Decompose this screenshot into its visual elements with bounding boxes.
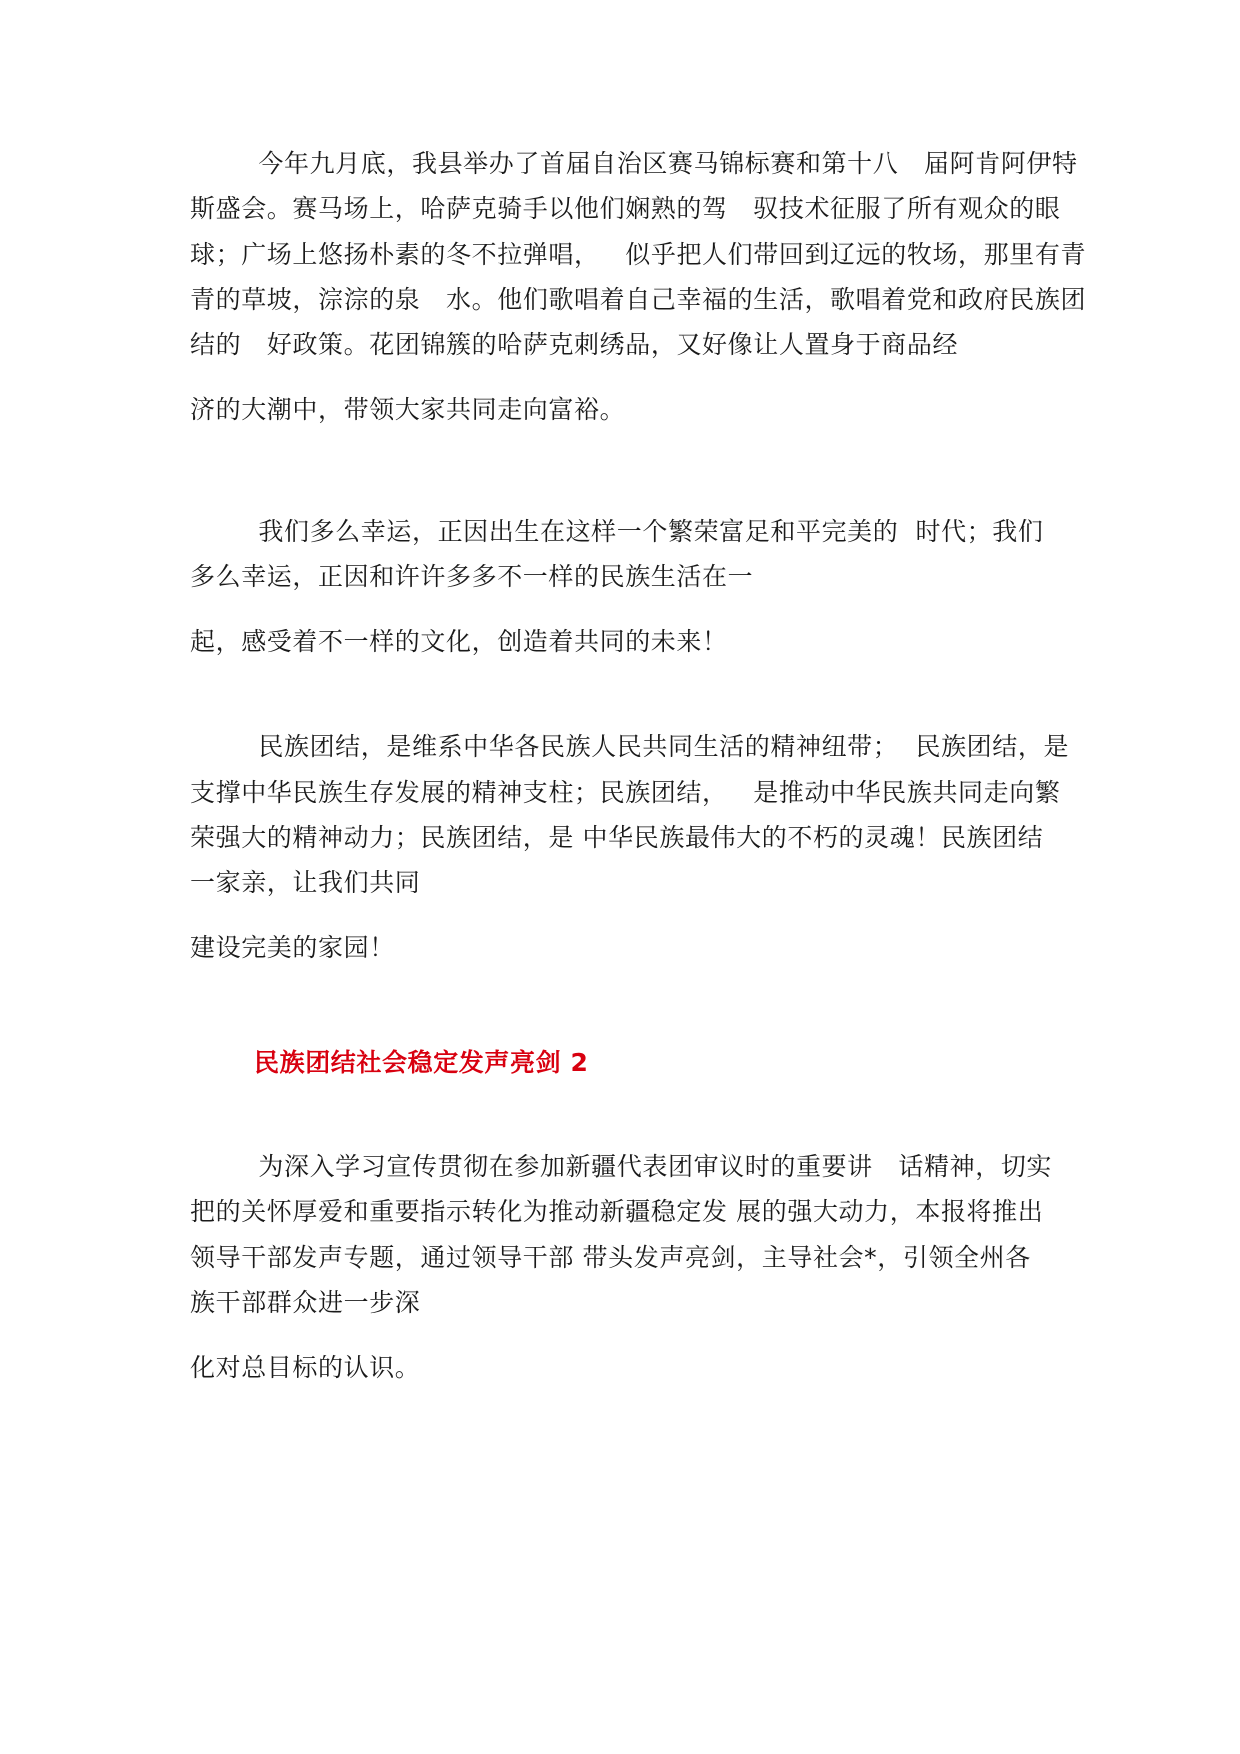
section-heading: 民族团结社会稳定发声亮剑 2 — [254, 1048, 589, 1077]
paragraph-1-line-6: 济的大潮中，带领大家共同走向富裕。 — [190, 395, 626, 424]
paragraph-2-line-3: 起，感受着不一样的文化，创造着共同的未来！ — [190, 627, 728, 656]
paragraph-4-line-2: 把的关怀厚爱和重要指示转化为推动新疆稳定发 展的强大动力，本报将推出 — [190, 1197, 1044, 1226]
paragraph-1-line-4: 青的草坡，淙淙的泉 水。他们歌唱着自己幸福的生活，歌唱着党和政府民族团 — [190, 285, 1087, 314]
paragraph-1-line-5: 结的 好政策。花团锦簇的哈萨克刺绣品，又好像让人置身于商品经 — [190, 330, 959, 359]
paragraph-1-line-2: 斯盛会。赛马场上，哈萨克骑手以他们娴熟的驾 驭技术征服了所有观众的眼 — [190, 194, 1061, 223]
paragraph-3-line-1: 民族团结，是维系中华各民族人民共同生活的精神纽带； 民族团结，是 — [190, 732, 1070, 761]
paragraph-1-line-3: 球；广场上悠扬朴素的冬不拉弹唱， 似乎把人们带回到辽远的牧场，那里有青 — [190, 240, 1087, 269]
paragraph-3-line-3: 荣强大的精神动力；民族团结，是 中华民族最伟大的不朽的灵魂！民族团结 — [190, 823, 1044, 852]
paragraph-4-line-5: 化对总目标的认识。 — [190, 1353, 421, 1382]
paragraph-3-line-2: 支撑中华民族生存发展的精神支柱；民族团结， 是推动中华民族共同走向繁 — [190, 778, 1061, 807]
paragraph-4-line-3: 领导干部发声专题，通过领导干部 带头发声亮剑，主导社会*，引领全州各 — [190, 1243, 1031, 1272]
paragraph-1-line-1: 今年九月底，我县举办了首届自治区赛马锦标赛和第十八 届阿肯阿伊特 — [190, 149, 1078, 178]
paragraph-4-line-1: 为深入学习宣传贯彻在参加新疆代表团审议时的重要讲 话精神，切实 — [190, 1152, 1053, 1181]
paragraph-2-line-2: 多么幸运，正因和许许多多不一样的民族生活在一 — [190, 562, 754, 591]
paragraph-3-line-5: 建设完美的家园！ — [190, 933, 395, 962]
paragraph-4-line-4: 族干部群众进一步深 — [190, 1288, 421, 1317]
paragraph-3-line-4: 一家亲，让我们共同 — [190, 868, 421, 897]
paragraph-2-line-1: 我们多么幸运，正因出生在这样一个繁荣富足和平完美的 时代；我们 — [190, 517, 1044, 546]
